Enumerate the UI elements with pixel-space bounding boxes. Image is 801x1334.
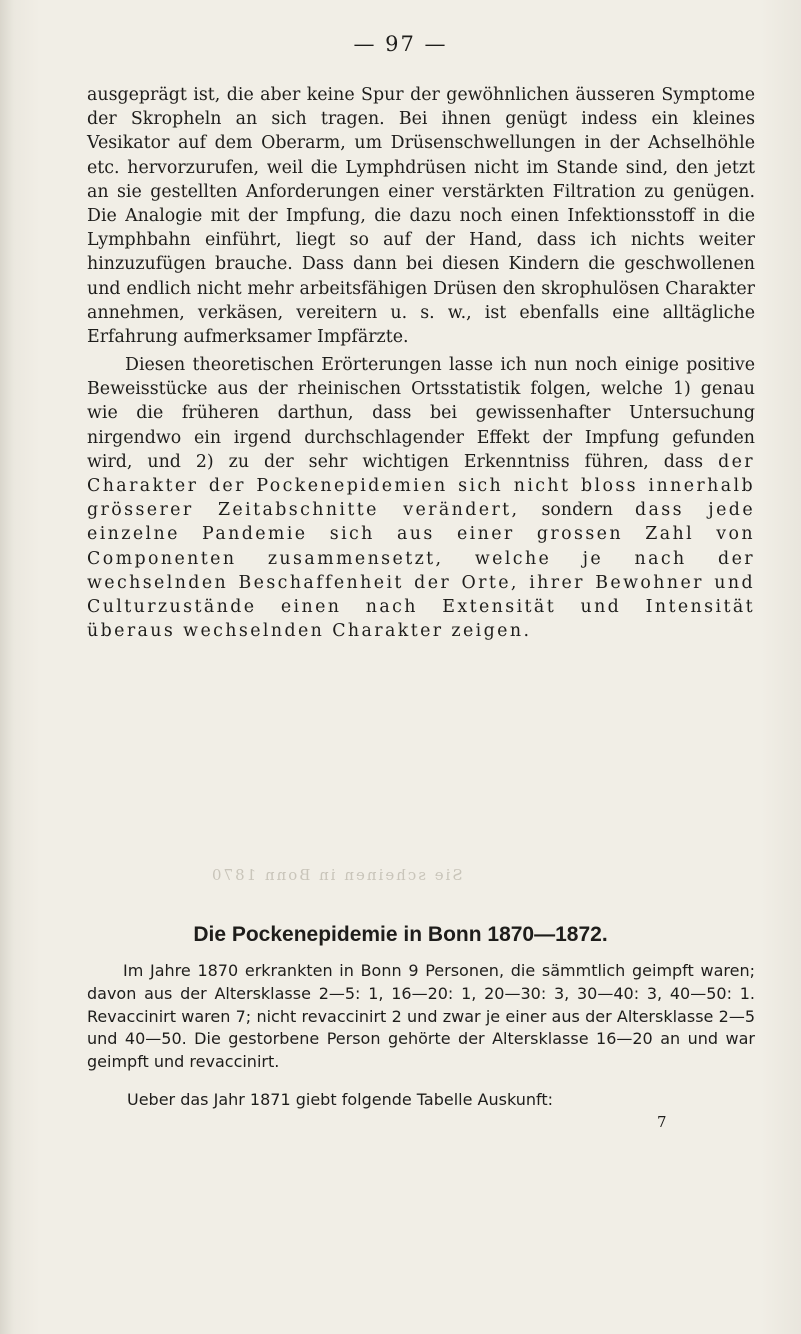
- paragraph-bonn-1870: Im Jahre 1870 erkrankten in Bonn 9 Personen, die sämmtlich geimpft waren; davon aus der Altersklasse 2—5: 1, 16—20: 1, 20—30: 3, 30—40: 3, 40—50: 1. Revaccinirt waren 7; nicht revaccinirt 2 und zwar je einer aus der Altersklasse 2—5 und 40—50. Die gestorbene Person gehörte der Altersklasse 16—20 an und war geimpft und revaccinirt.: [87, 961, 755, 1072]
- paragraph-skropheln: ausgeprägt ist, die aber keine Spur der gewöhnlichen äusseren Symptome der Skropheln an sich tragen. Bei ihnen genügt indess ein kleines Vesikator auf dem Oberarm, um Drüsenschwellungen in der Achselhöhle etc. hervorzurufen, weil die Lymphdrüsen nicht im Stande sind, den jetzt an sie gestellten Anforderungen einer verstärkten Filtration zu genügen. Die Analogie mit der Impfung, die dazu noch einen Infektionsstoff in die Lymphbahn einführt, liegt so auf der Hand, dass ich nichts weiter hinzuzufügen brauche. Dass dann bei diesen Kindern die geschwollenen und endlich nicht mehr arbeitsfähigen Drüsen den skrophulösen Charakter annehmen, verkäsen, vereitern u. s. w., ist ebenfalls eine alltägliche Erfahrung aufmerksamer Impfärzte.: [87, 85, 755, 348]
- paragraph-ortsstatistik-mid: sondern: [519, 500, 635, 521]
- paragraph-bonn-1871: Ueber das Jahr 1871 giebt folgende Tabelle Auskunft:: [127, 1090, 554, 1109]
- emphasis-pandemie: dass jede einzelne Pandemie sich aus einer grossen Zahl von Componenten zusammensetzt, welche je nach der wechselnden Beschaffenheit der Orte, ihrer Bewohner und Culturzustände einen nach Extensität und Intensität überaus wechselnden Charakter zeigen.: [87, 500, 756, 642]
- paragraph-ortsstatistik-intro: Diesen theoretischen Erörterungen lasse ich nun noch einige positive Beweisstücke aus der rheinischen Ortsstatistik folgen, welche 1) genau wie die früheren darthun, dass bei gewissenhafter Untersuchung nirgendwo ein irgend durchschlagender Effekt der Impfung gefunden wird, und 2) zu der sehr wichtigen Erkenntniss führen, dass: [87, 355, 755, 472]
- page-number: — 97 —: [353, 32, 448, 56]
- paragraph-ortsstatistik: [87, 353, 755, 643]
- emphasis-charakter: der Charakter der Pockenepidemien sich nicht bloss innerhalb grösserer Zeitabschnitte verändert,: [87, 451, 755, 521]
- printer-signature: 7: [657, 1113, 667, 1131]
- section-title: Die Pockenepidemie in Bonn 1870—1872.: [193, 923, 608, 946]
- show-through-text: Sie scheinen in Bonn 1870: [210, 866, 463, 884]
